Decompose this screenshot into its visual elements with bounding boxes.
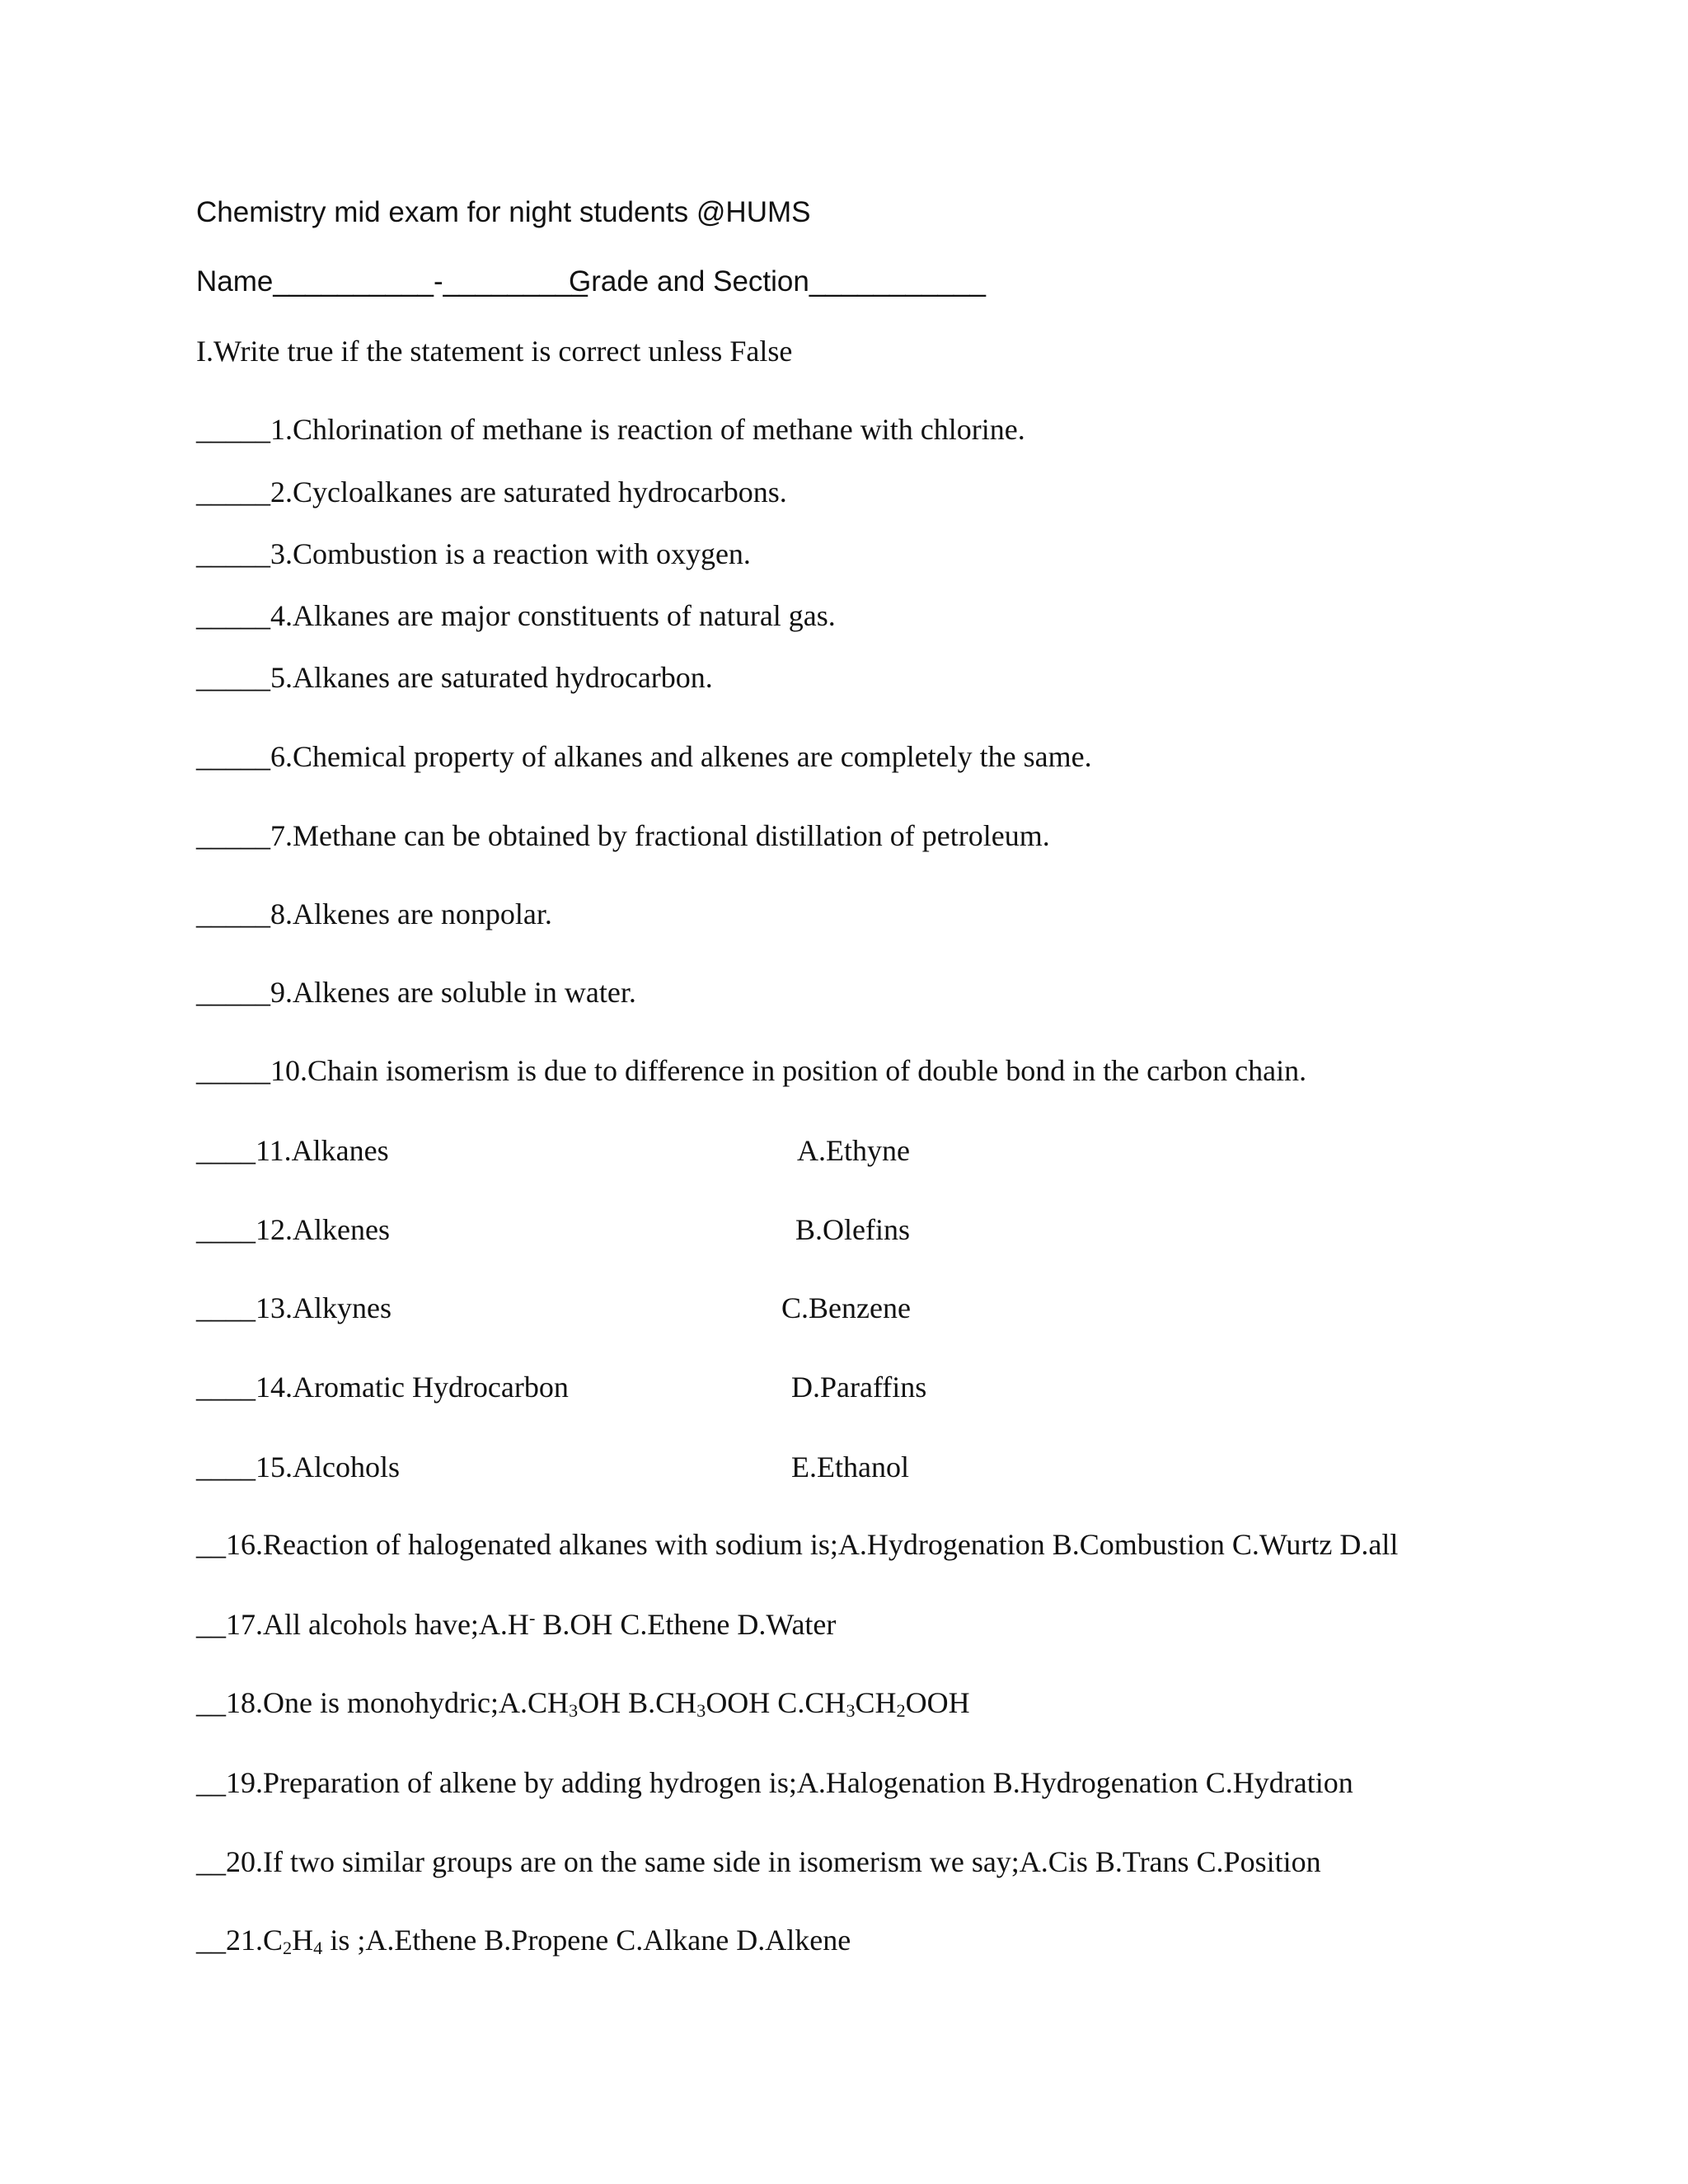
match-right-a: A.Ethyne [797, 1134, 910, 1167]
mc-question-16: __16.Reaction of halogenated alkanes with sodium is;A.Hydrogenation B.Combustion C.Wurtz D.all [196, 1528, 1399, 1561]
match-left-12: ____12.Alkenes [196, 1213, 390, 1246]
grade-section-line: Grade and Section___________ [569, 265, 986, 298]
match-right-e: E.Ethanol [791, 1451, 909, 1483]
tf-item-5: _____5.Alkanes are saturated hydrocarbon. [196, 661, 713, 694]
q21-text-1: __21.C [196, 1924, 284, 1957]
q18-sub-1: 3 [568, 1699, 579, 1721]
name-field-line: Name__________-_________ [196, 265, 588, 298]
tf-item-3: _____3.Combustion is a reaction with oxygen. [196, 537, 751, 570]
mc-question-19: __19.Preparation of alkene by adding hydrogen is;A.Halogenation B.Hydrogenation C.Hydration [196, 1766, 1353, 1799]
q18-text-5: OOH [905, 1686, 970, 1719]
tf-item-10: _____10.Chain isomerism is due to difference in position of double bond in the carbon chain. [196, 1054, 1307, 1087]
q17-text-a: __17.All alcohols have;A.H [196, 1608, 529, 1641]
tf-item-1: _____1.Chlorination of methane is reaction of methane with chlorine. [196, 413, 1025, 446]
q18-sub-4: 2 [896, 1699, 906, 1721]
match-left-14: ____14.Aromatic Hydrocarbon [196, 1371, 569, 1404]
q21-sub-1: 2 [283, 1937, 293, 1958]
mc-question-20: __20.If two similar groups are on the same side in isomerism we say;A.Cis B.Trans C.Position [196, 1845, 1321, 1878]
exam-title: Chemistry mid exam for night students @HUMS [196, 196, 811, 228]
section1-instruction: I.Write true if the statement is correct unless False [196, 335, 793, 368]
q21-sub-2: 4 [313, 1937, 323, 1958]
q18-text-3: OOH C.CH [706, 1686, 846, 1719]
match-left-13: ____13.Alkynes [196, 1291, 392, 1324]
match-right-b: B.Olefins [795, 1213, 910, 1246]
mc-question-21 [196, 1923, 851, 1957]
q21-text-3: is ;A.Ethene B.Propene C.Alkane D.Alkene [322, 1924, 851, 1957]
tf-item-6: _____6.Chemical property of alkanes and alkenes are completely the same. [196, 740, 1092, 773]
q17-text-b: B.OH C.Ethene D.Water [535, 1608, 837, 1641]
q18-sub-3: 3 [846, 1699, 856, 1721]
q18-text-4: CH [855, 1686, 897, 1719]
q18-text-2: OH B.CH [578, 1686, 697, 1719]
tf-item-4: _____4.Alkanes are major constituents of natural gas. [196, 599, 836, 632]
tf-item-8: _____8.Alkenes are nonpolar. [196, 898, 552, 930]
mc-question-18 [196, 1685, 970, 1720]
q18-sub-2: 3 [696, 1699, 706, 1721]
match-right-c: C.Benzene [781, 1291, 911, 1324]
tf-item-7: _____7.Methane can be obtained by fractional distillation of petroleum. [196, 819, 1050, 852]
match-left-15: ____15.Alcohols [196, 1451, 400, 1483]
q17-superscript: - [528, 1607, 536, 1629]
match-left-11: ____11.Alkanes [196, 1134, 389, 1167]
tf-item-9: _____9.Alkenes are soluble in water. [196, 976, 636, 1009]
match-right-d: D.Paraffins [791, 1371, 927, 1404]
tf-item-2: _____2.Cycloalkanes are saturated hydrocarbons. [196, 476, 787, 509]
mc-question-17 [196, 1607, 836, 1642]
q21-text-2: H [292, 1924, 314, 1957]
q18-text-1: __18.One is monohydric;A.CH [196, 1686, 569, 1719]
